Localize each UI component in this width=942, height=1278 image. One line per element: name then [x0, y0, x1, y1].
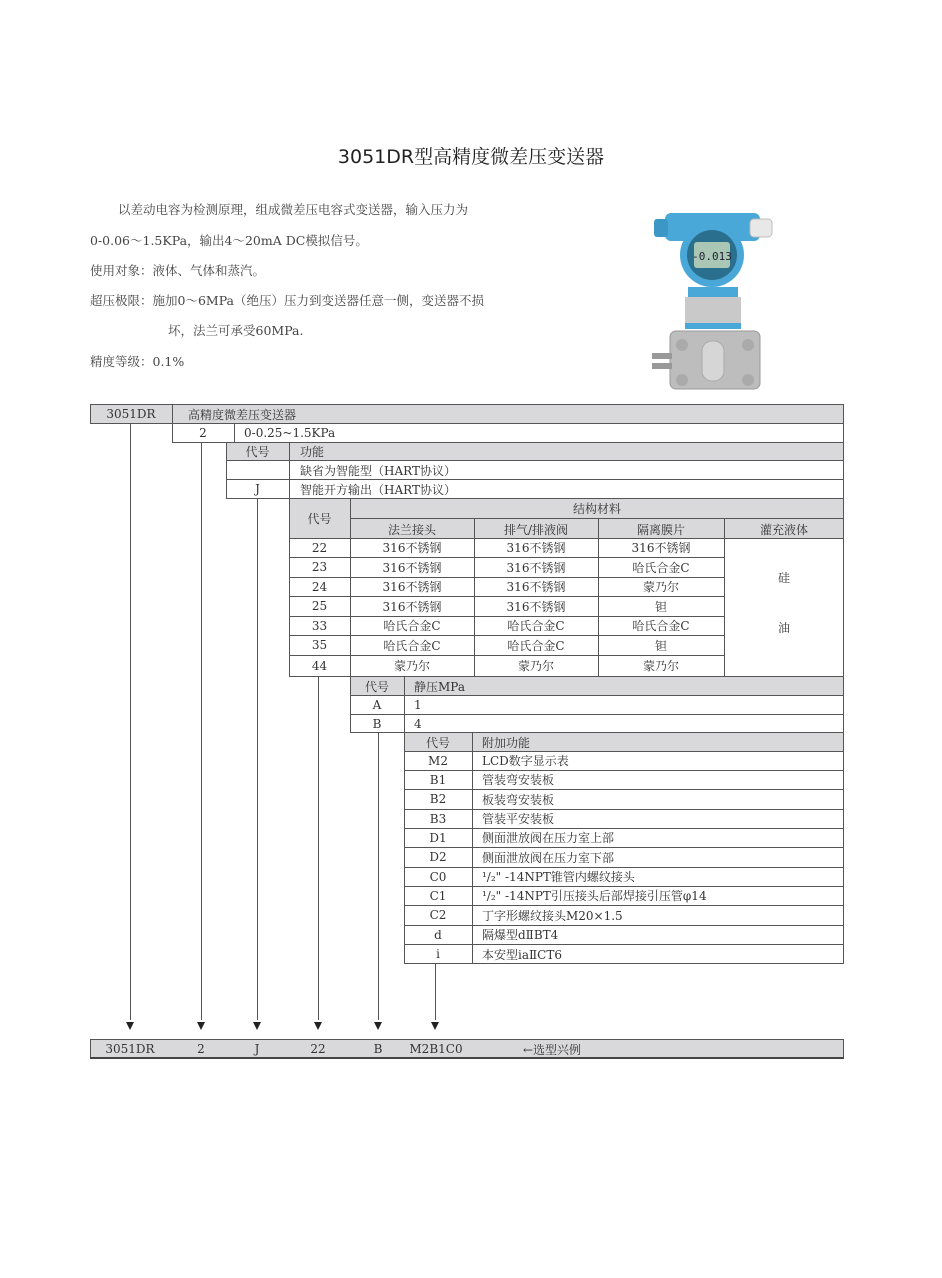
col-flange: 法兰接头	[387, 522, 436, 537]
arrow-down-icon	[374, 1022, 382, 1030]
material-diaphragm: 钽	[654, 599, 667, 614]
material-code: 35	[311, 638, 328, 652]
example-code-static: B	[373, 1042, 383, 1056]
option-label: 管装平安装板	[482, 812, 555, 826]
material-vent: 316不锈钢	[506, 599, 566, 614]
material-diaphragm: 钽	[654, 638, 667, 653]
static-value: 1	[414, 698, 422, 712]
option-code: D2	[429, 850, 447, 864]
range-label: 0-0.25~1.5KPa	[244, 426, 336, 440]
function-label: 智能开方输出（HART协议）	[300, 482, 456, 497]
options-header-code: 代号	[425, 735, 450, 750]
leader-line	[378, 733, 379, 1020]
option-code: B1	[429, 772, 447, 787]
static-code: B	[372, 716, 382, 731]
function-header-label: 功能	[300, 445, 325, 459]
option-label: ¹/₂" -14NPT引压接头后部焊接引压管φ14	[482, 889, 707, 903]
arrow-down-icon	[314, 1022, 322, 1030]
material-diaphragm: 316不锈钢	[631, 541, 691, 555]
leader-line	[201, 443, 202, 1020]
example-code-material: 22	[310, 1042, 326, 1056]
static-header-code: 代号	[364, 679, 389, 694]
page-title: 3051DR型高精度微差压变送器	[337, 146, 605, 168]
option-code: D1	[429, 830, 447, 845]
option-code: C0	[429, 869, 447, 884]
intro-line-1: 以差动电容为检测原理，组成微差压电容式变送器，输入压力为	[118, 202, 469, 217]
fill-fluid-1: 硅	[777, 570, 790, 585]
material-diaphragm: 蒙乃尔	[642, 659, 679, 673]
example-code-function: J	[254, 1042, 260, 1056]
range-code: 2	[199, 426, 207, 440]
static-code: A	[372, 698, 382, 712]
intro-line-6: 精度等级：0.1%	[90, 354, 185, 369]
material-diaphragm: 哈氏合金C	[632, 560, 690, 575]
intro-line-2: 0-0.06～1.5KPa，输出4～20mA DC模拟信号。	[90, 233, 368, 248]
option-label: 丁字形螺纹接头M20×1.5	[482, 908, 623, 923]
material-vent: 316不锈钢	[506, 541, 566, 555]
option-label: ¹/₂" -14NPT锥管内螺纹接头	[482, 870, 635, 884]
material-vent: 316不锈钢	[506, 580, 566, 594]
material-vent: 蒙乃尔	[517, 659, 554, 673]
leader-line	[130, 424, 131, 1020]
option-label: LCD数字显示表	[482, 754, 569, 768]
col-fill: 灌充液体	[759, 522, 808, 537]
material-code: 22	[311, 540, 328, 555]
col-vent: 排气/排液阀	[503, 522, 569, 537]
intro-line-5: 坏，法兰可承受60MPa.	[168, 323, 304, 338]
option-label: 隔爆型dⅡBT4	[482, 928, 559, 942]
material-flange: 哈氏合金C	[383, 638, 441, 653]
example-label: ←选型兴例	[523, 1042, 582, 1057]
material-flange: 316不锈钢	[382, 541, 442, 555]
option-code: C2	[429, 908, 447, 922]
material-flange: 316不锈钢	[382, 599, 442, 614]
model-label: 高精度微差压变送器	[188, 407, 297, 422]
material-code: 44	[311, 658, 328, 673]
function-header-code: 代号	[245, 445, 270, 459]
intro-line-3: 使用对象：液体、气体和蒸汽。	[90, 263, 266, 278]
material-flange: 蒙乃尔	[393, 659, 430, 673]
arrow-down-icon	[197, 1022, 205, 1030]
option-code: C1	[429, 888, 447, 903]
example-code-options: M2B1C0	[409, 1042, 463, 1056]
option-label: 板装弯安装板	[482, 792, 555, 807]
arrow-down-icon	[126, 1022, 134, 1030]
arrow-down-icon	[431, 1022, 439, 1030]
option-label: 侧面泄放阀在压力室上部	[482, 831, 615, 845]
materials-group-header: 结构材料	[572, 501, 621, 516]
product-photo	[640, 205, 785, 395]
material-diaphragm: 哈氏合金C	[632, 619, 690, 633]
function-code: J	[255, 482, 260, 496]
leader-line	[435, 964, 436, 1020]
example-code-model: 3051DR	[105, 1042, 155, 1056]
example-code-range: 2	[197, 1042, 205, 1056]
option-label: 本安型iaⅡCT6	[482, 947, 562, 962]
static-header-label: 静压MPa	[414, 679, 465, 694]
intro-line-4: 超压极限：施加0～6MPa（绝压）压力到变送器任意一侧，变送器不损	[90, 293, 485, 308]
material-code: 33	[311, 618, 328, 633]
static-value: 4	[414, 716, 422, 731]
option-label: 管装弯安装板	[482, 773, 555, 787]
material-flange: 316不锈钢	[382, 580, 442, 594]
leader-line	[257, 499, 258, 1020]
option-code: d	[434, 927, 442, 942]
material-flange: 哈氏合金C	[383, 619, 441, 633]
material-code: 24	[311, 579, 328, 594]
option-code: M2	[428, 753, 448, 768]
fill-fluid-2: 油	[777, 620, 790, 635]
option-code: i	[436, 947, 440, 961]
material-diaphragm: 蒙乃尔	[642, 580, 679, 594]
options-header-label: 附加功能	[482, 735, 531, 750]
model-code: 3051DR	[106, 407, 156, 421]
material-vent: 哈氏合金C	[507, 638, 565, 653]
function-label: 缺省为智能型（HART协议）	[300, 463, 456, 478]
material-vent: 哈氏合金C	[507, 619, 565, 633]
option-label: 侧面泄放阀在压力室下部	[482, 850, 615, 865]
material-code: 23	[311, 560, 328, 574]
material-code: 25	[311, 599, 328, 613]
option-code: B3	[429, 811, 447, 826]
leader-line	[318, 677, 319, 1020]
material-flange: 316不锈钢	[382, 560, 442, 575]
col-diaphragm: 隔离膜片	[636, 522, 685, 537]
function-code	[226, 460, 289, 480]
lcd-reading: -0.013	[692, 250, 732, 263]
material-vent: 316不锈钢	[506, 560, 566, 575]
arrow-down-icon	[253, 1022, 261, 1030]
option-code: B2	[429, 792, 447, 806]
materials-header-code: 代号	[307, 512, 332, 526]
